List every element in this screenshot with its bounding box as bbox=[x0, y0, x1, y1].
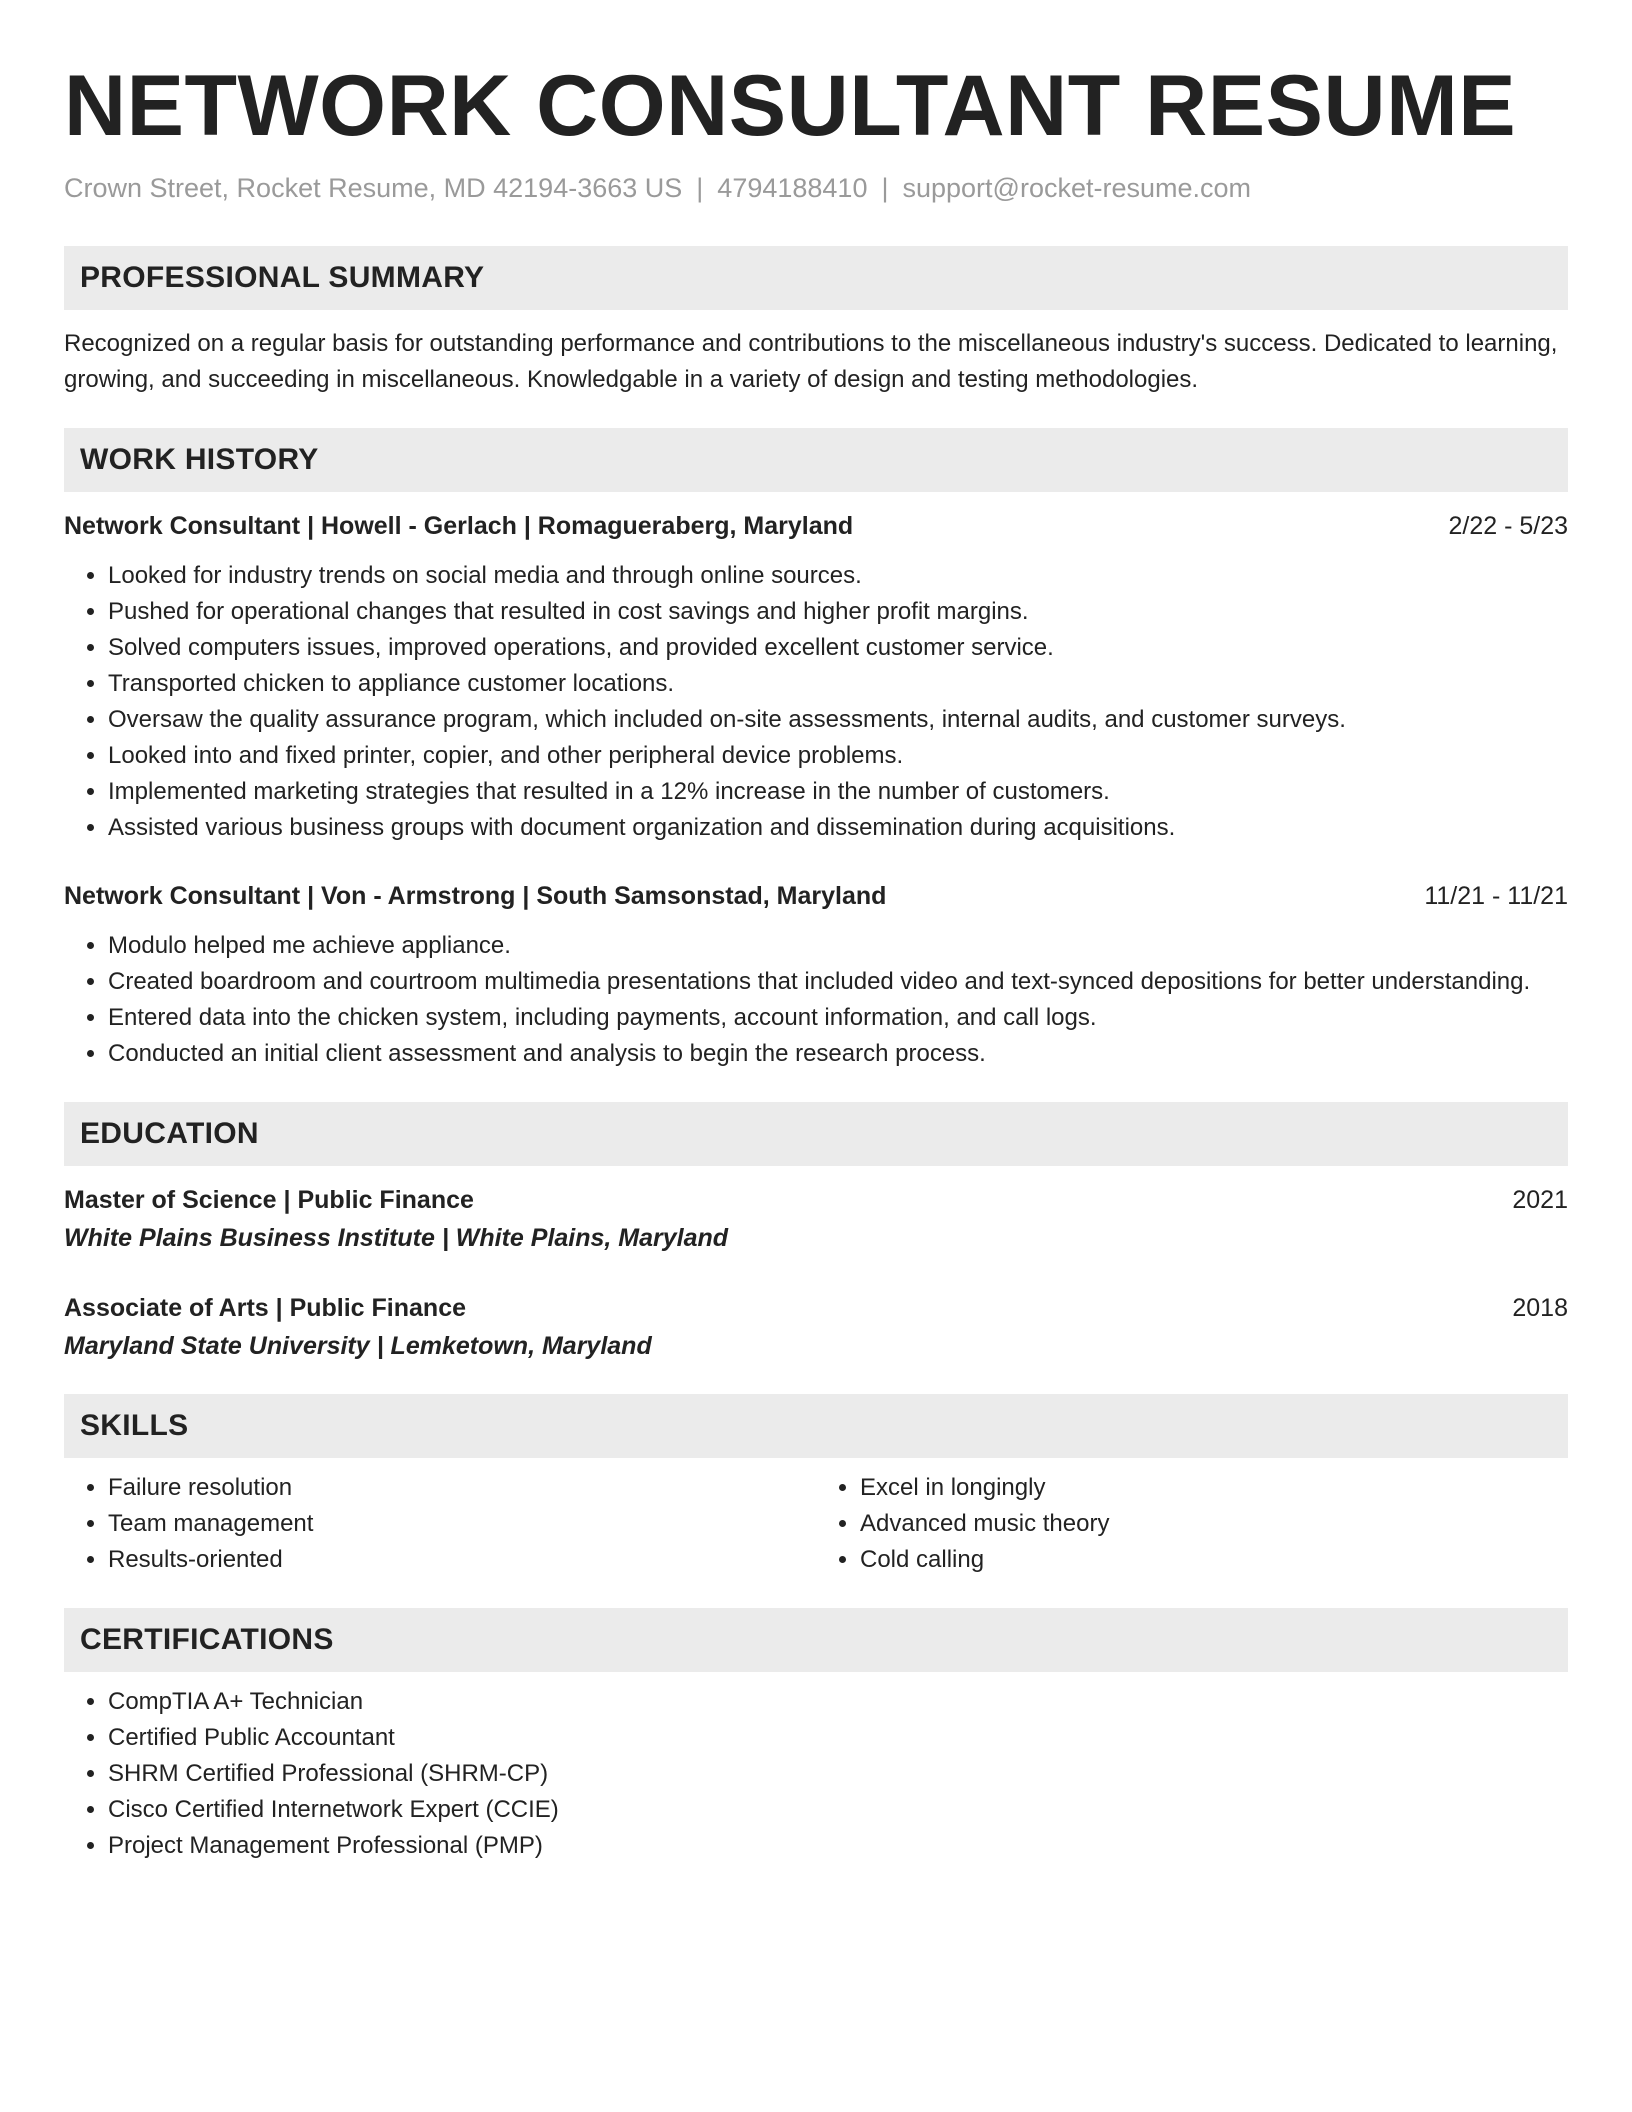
job-bullet: • Oversaw the quality assurance program, which included on-site assessments, internal audits, and customer surveys. bbox=[108, 702, 1568, 738]
certification-item: • SHRM Certified Professional (SHRM-CP) bbox=[108, 1756, 1568, 1792]
certification-item: • Project Management Professional (PMP) bbox=[108, 1828, 1568, 1864]
certification-item: • Certified Public Accountant bbox=[108, 1720, 1568, 1756]
skills-column-left bbox=[64, 1470, 816, 1578]
certification-item: • CompTIA A+ Technician bbox=[108, 1684, 1568, 1720]
job-bullet: • Conducted an initial client assessment and analysis to begin the research process. bbox=[108, 1036, 1568, 1072]
contact-phone: 4794188410 bbox=[717, 173, 868, 203]
education-degree: Associate of Arts | Public Finance bbox=[64, 1294, 467, 1322]
job-entry bbox=[64, 508, 1568, 846]
section-heading-certifications: CERTIFICATIONS bbox=[64, 1608, 1568, 1672]
contact-separator: | bbox=[696, 173, 704, 203]
job-title: Network Consultant | Von - Armstrong | South Samsonstad, Maryland bbox=[64, 882, 887, 910]
job-title: Network Consultant | Howell - Gerlach | Romagueraberg, Maryland bbox=[64, 512, 854, 540]
education-school: Maryland State University | Lemketown, Maryland bbox=[64, 1332, 652, 1360]
job-bullet: • Pushed for operational changes that resulted in cost savings and higher profit margins. bbox=[108, 594, 1568, 630]
section-heading-skills: SKILLS bbox=[64, 1394, 1568, 1458]
summary-text: Recognized on a regular basis for outstanding performance and contributions to the miscellaneous industry's success. Dedicated to learning, growing, and succeeding in miscellaneous. Knowledgable in a variety of design and testing methodologies. bbox=[64, 330, 1558, 393]
job-bullet: • Modulo helped me achieve appliance. bbox=[108, 928, 1568, 964]
contact-address: Crown Street, Rocket Resume, MD 42194-3663 US bbox=[64, 173, 683, 203]
education-degree: Master of Science | Public Finance bbox=[64, 1186, 474, 1214]
skill-item: • Excel in longingly bbox=[860, 1470, 1568, 1506]
job-bullet: • Implemented marketing strategies that resulted in a 12% increase in the number of customers. bbox=[108, 774, 1568, 810]
skill-item: • Results-oriented bbox=[108, 1542, 816, 1578]
job-bullet: • Transported chicken to appliance customer locations. bbox=[108, 666, 1568, 702]
job-bullet: • Looked for industry trends on social media and through online sources. bbox=[108, 558, 1568, 594]
certifications-list bbox=[64, 1684, 1568, 1864]
education-year: 2021 bbox=[1512, 1186, 1568, 1214]
resume-title: NETWORK CONSULTANT RESUME bbox=[64, 58, 1517, 154]
job-bullets bbox=[64, 928, 1568, 1072]
job-entry bbox=[64, 878, 1568, 1072]
skills-list bbox=[64, 1470, 1568, 1578]
skill-item: • Failure resolution bbox=[108, 1470, 816, 1506]
job-bullet: • Assisted various business groups with document organization and dissemination during acquisitions. bbox=[108, 810, 1568, 846]
skills-column-right bbox=[816, 1470, 1568, 1578]
job-header bbox=[64, 508, 1568, 544]
section-heading-summary: PROFESSIONAL SUMMARY bbox=[64, 246, 1568, 310]
contact-separator: | bbox=[881, 173, 889, 203]
section-heading-education: EDUCATION bbox=[64, 1102, 1568, 1166]
education-school: White Plains Business Institute | White Plains, Maryland bbox=[64, 1224, 729, 1252]
skill-item: • Advanced music theory bbox=[860, 1506, 1568, 1542]
job-bullet: • Created boardroom and courtroom multimedia presentations that included video and text-synced depositions for better understanding. bbox=[108, 964, 1568, 1000]
skill-item: • Team management bbox=[108, 1506, 816, 1542]
contact-line bbox=[64, 170, 1568, 206]
skill-item: • Cold calling bbox=[860, 1542, 1568, 1578]
job-header bbox=[64, 878, 1568, 914]
job-bullets bbox=[64, 558, 1568, 846]
education-year: 2018 bbox=[1512, 1294, 1568, 1322]
certification-item: • Cisco Certified Internetwork Expert (CCIE) bbox=[108, 1792, 1568, 1828]
education-entry bbox=[64, 1290, 1568, 1364]
job-bullet: • Entered data into the chicken system, including payments, account information, and call logs. bbox=[108, 1000, 1568, 1036]
education-header bbox=[64, 1290, 1568, 1326]
section-heading-work-history: WORK HISTORY bbox=[64, 428, 1568, 492]
job-bullet: • Looked into and fixed printer, copier, and other peripheral device problems. bbox=[108, 738, 1568, 774]
contact-email: support@rocket-resume.com bbox=[902, 173, 1252, 203]
job-bullet: • Solved computers issues, improved operations, and provided excellent customer service. bbox=[108, 630, 1568, 666]
education-entry bbox=[64, 1182, 1568, 1256]
job-date: 11/21 - 11/21 bbox=[1424, 882, 1568, 910]
education-header bbox=[64, 1182, 1568, 1218]
job-date: 2/22 - 5/23 bbox=[1448, 512, 1568, 540]
